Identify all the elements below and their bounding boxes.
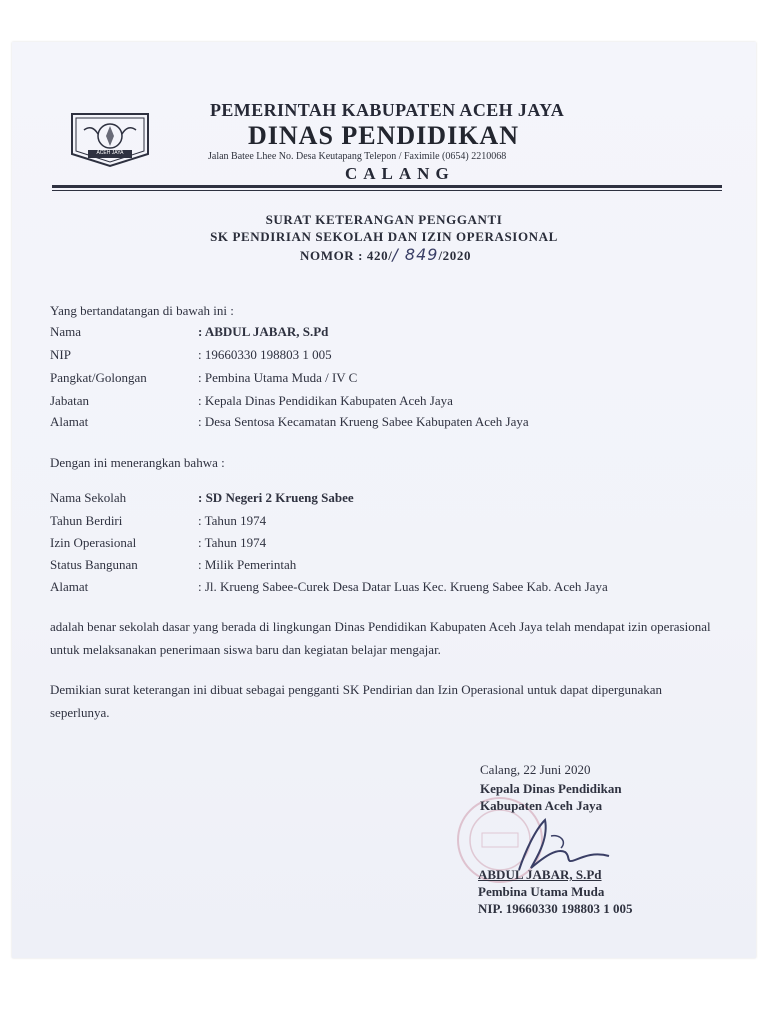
paragraph-closing: Demikian surat keterangan ini dibuat sebagai pengganti SK Pendirian dan Izin Operasional untuk dapat dipergunakan seperlunya. <box>50 682 663 720</box>
intro-text: Yang bertandatangan di bawah ini : <box>50 303 234 318</box>
school-label-name: Nama Sekolah <box>50 490 127 505</box>
school-value-building: : Milik Pemerintah <box>198 557 297 572</box>
letter-number <box>300 245 471 264</box>
school-value-address: : Jl. Krueng Sabee-Curek Desa Datar Luas Kec. Krueng Sabee Kab. Aceh Jaya <box>198 579 608 594</box>
signer-value-address: : Desa Sentosa Kecamatan Krueng Sabee Kabupaten Aceh Jaya <box>198 414 529 429</box>
government-name: PEMERINTAH KABUPATEN ACEH JAYA <box>210 100 565 120</box>
school-label-permit: Izin Operasional <box>50 535 137 550</box>
school-value-name: : SD Negeri 2 Krueng Sabee <box>198 490 354 505</box>
signer-rank: Pembina Utama Muda <box>478 884 605 899</box>
statement-text: Dengan ini menerangkan bahwa : <box>50 455 225 470</box>
school-value-founded: : Tahun 1974 <box>198 513 267 528</box>
sign-position-line1: Kepala Dinas Pendidikan <box>480 781 622 796</box>
sign-position-line2: Kabupaten Aceh Jaya <box>480 798 603 813</box>
school-label-building: Status Bangunan <box>50 557 138 572</box>
signer-label-address: Alamat <box>50 414 89 429</box>
signer-label-position: Jabatan <box>50 393 89 408</box>
letter-subtitle: SK PENDIRIAN SEKOLAH DAN IZIN OPERASIONAL <box>210 229 558 244</box>
letter-number-handwritten: / 849 <box>392 245 439 264</box>
header-rule-thin <box>52 190 722 191</box>
signer-value-position: : Kepala Dinas Pendidikan Kabupaten Aceh Jaya <box>198 393 453 408</box>
letter-title: SURAT KETERANGAN PENGGANTI <box>265 212 503 227</box>
letter-number-suffix: /2020 <box>438 248 472 263</box>
school-value-permit: : Tahun 1974 <box>198 535 267 550</box>
signer-label-nip: NIP <box>50 347 71 362</box>
paragraph-confirmation: adalah benar sekolah dasar yang berada di lingkungan Dinas Pendidikan Kabupaten Aceh Jaya telah mendapat izin operasional untuk melaksanakan penerimaan siswa baru dan kegiatan belajar mengajar. <box>50 619 711 657</box>
school-label-address: Alamat <box>50 579 89 594</box>
signer-nip: NIP. 19660330 198803 1 005 <box>478 901 633 916</box>
signer-value-nip: : 19660330 198803 1 005 <box>198 347 332 362</box>
signer-value-rank: : Pembina Utama Muda / IV C <box>198 370 358 385</box>
signer-label-rank: Pangkat/Golongan <box>50 370 147 385</box>
aceh-jaya-logo <box>68 110 152 168</box>
sign-place-date: Calang, 22 Juni 2020 <box>480 762 591 777</box>
logo-caption: ACEH JAYA <box>96 150 124 156</box>
letter-number-prefix: NOMOR : 420/ <box>300 248 393 263</box>
office-address: Jalan Batee Lhee No. Desa Keutapang Telepon / Faximile (0654) 2210068 <box>208 151 507 162</box>
signer-name: ABDUL JABAR, S.Pd <box>478 867 602 882</box>
office-name: DINAS PENDIDIKAN <box>248 121 519 150</box>
header-rule-thick <box>52 185 722 188</box>
office-city: CALANG <box>345 164 455 183</box>
signer-label-name: Nama <box>50 324 82 339</box>
signer-value-name: : ABDUL JABAR, S.Pd <box>198 324 329 339</box>
school-label-founded: Tahun Berdiri <box>50 513 123 528</box>
